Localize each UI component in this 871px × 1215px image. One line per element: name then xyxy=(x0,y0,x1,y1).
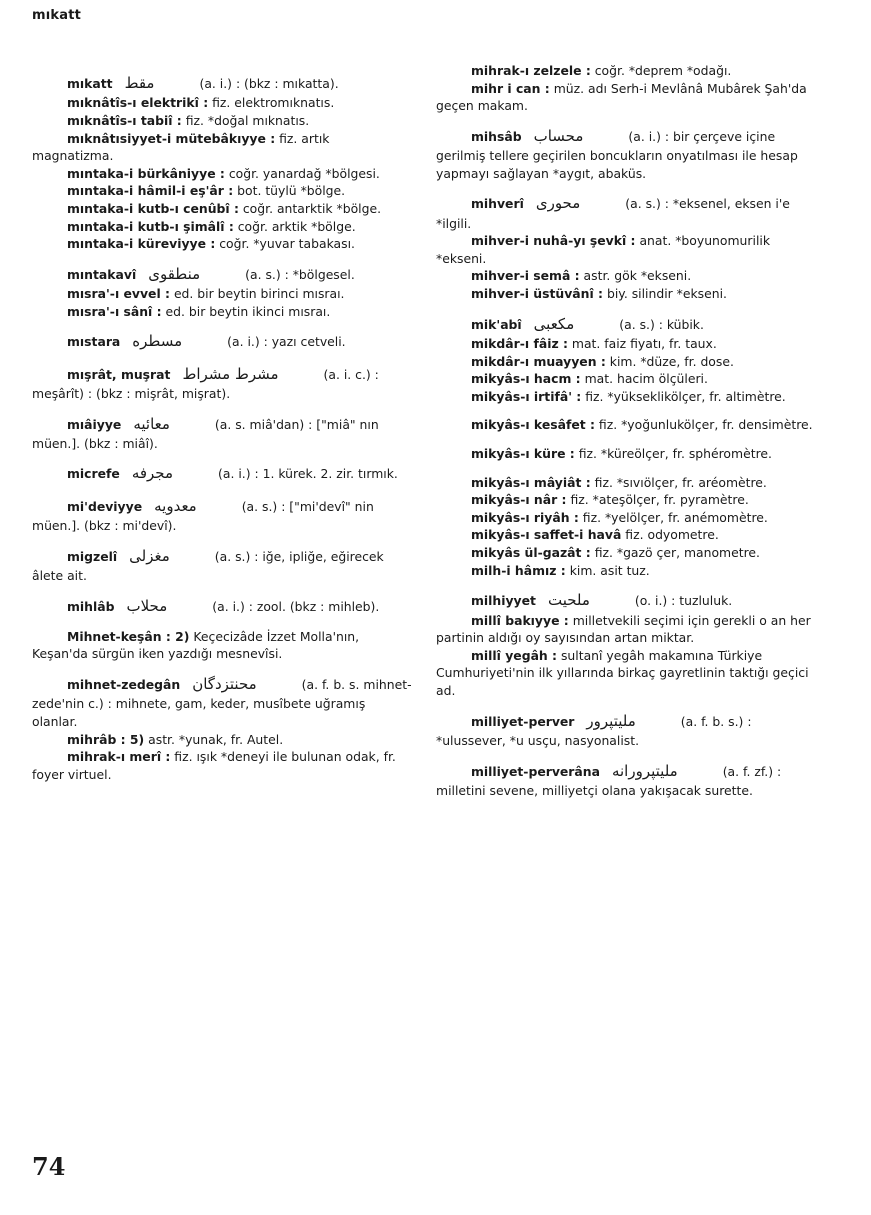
entry-definition: (a. f. zf.) : milletini sevene, milliyetçi olana yakışacak surette. xyxy=(436,763,782,798)
entry-headword: mihsâb xyxy=(471,128,522,144)
dictionary-entry xyxy=(32,94,412,112)
entry-headword: mıntaka-i kutb-ı cenûbî : xyxy=(67,200,239,216)
entry-definition: biy. silindir *ekseni. xyxy=(606,286,727,302)
entry-definition: fiz. *sıvıölçer, fr. aréomètre. xyxy=(594,474,767,490)
entry-definition: (a. s.) : *eksenel, eksen i'e *ilgili. xyxy=(436,196,790,231)
entry-definition: bot. tüylü *bölge. xyxy=(237,183,346,199)
dictionary-entry xyxy=(436,474,816,492)
entry-headword: mihver-i semâ : xyxy=(471,268,580,284)
entry-headword: mihr i can : xyxy=(471,80,550,96)
entry-headword: mikdâr-ı fâiz : xyxy=(471,335,568,351)
entry-definition: (a. s.) : kübik. xyxy=(619,316,704,332)
entry-headword: mıstara xyxy=(67,334,121,350)
dictionary-entry xyxy=(436,526,816,544)
entry-headword: mıkatt xyxy=(67,76,113,91)
entry-headword: milhiyyet xyxy=(471,593,536,609)
entry-definition: (a. s.) : *bölgesel. xyxy=(245,266,355,282)
dictionary-entry xyxy=(32,165,412,183)
dictionary-entry xyxy=(436,544,816,562)
entry-definition: fiz. *doğal mıknatıs. xyxy=(185,112,310,128)
entry-arabic-script: منطقوى xyxy=(148,264,201,283)
dictionary-entry xyxy=(436,491,816,509)
entry-arabic-script: محورى xyxy=(535,194,581,213)
entry-definition: (a. s. miâ'dan) : ["miâ" nın müen.]. (bkz : miâî). xyxy=(32,416,379,451)
dictionary-entry xyxy=(436,232,816,267)
entry-headword: mikyâs-ı irtifâ' : xyxy=(471,388,582,404)
entry-headword: micrefe xyxy=(67,466,120,482)
entry-headword: milh-i hâmız : xyxy=(471,562,566,578)
dictionary-entry xyxy=(32,731,412,749)
entry-definition: (a. f. b. s.) : *ulussever, *u usçu, nasyonalist. xyxy=(436,713,752,748)
dictionary-entry xyxy=(436,612,816,647)
dictionary-entry xyxy=(32,73,412,94)
entry-headword: mihrak-ı zelzele : xyxy=(471,63,591,78)
entry-headword: mikyâs-ı kesâfet : xyxy=(471,417,595,433)
entry-headword: migzelî xyxy=(67,548,118,564)
entry-definition: fiz. ışık *deneyi ile bulunan odak, fr. foyer virtuel. xyxy=(32,749,396,782)
entry-definition: (a. i.) : 1. kürek. 2. zir. tırmık. xyxy=(218,466,398,482)
entry-headword: mıknâtîs-ı elektrikî : xyxy=(67,95,209,111)
entry-headword: mısra'-ı evvel : xyxy=(67,286,170,302)
dictionary-entry xyxy=(32,596,412,617)
dictionary-entry xyxy=(436,711,816,750)
entry-definition: astr. *yunak, fr. Autel. xyxy=(148,731,284,747)
dictionary-entry xyxy=(436,509,816,527)
dictionary-entry xyxy=(436,126,816,183)
entry-definition: fiz. artık magnatizma. xyxy=(32,130,330,164)
entry-headword: mıknâtîs-ı tabiî : xyxy=(67,112,182,128)
entry-headword: mik'abî xyxy=(471,316,522,332)
entry-definition: fiz. *küreölçer, fr. sphéromètre. xyxy=(578,446,772,462)
entry-headword: mıntaka-i kutb-ı şimâlî : xyxy=(67,218,234,234)
entry-arabic-script: محلاب xyxy=(126,596,168,615)
entry-headword: mihnet-zedegân xyxy=(67,677,181,693)
dictionary-entry xyxy=(32,200,412,218)
entry-definition: (a. i.) : bir çerçeve içine gerilmiş tellere geçirilen boncukların onyatılması ile hesap yapmayı sağlayan *aygıt, abaküs. xyxy=(436,128,798,181)
dictionary-entry xyxy=(436,590,816,611)
entry-headword: mihlâb xyxy=(67,598,115,614)
entry-definition: fiz. odyometre. xyxy=(625,527,719,543)
dictionary-entry xyxy=(436,647,816,700)
entry-headword: mışrât, muşrat xyxy=(67,366,171,382)
entry-arabic-script: مشرط مشراط xyxy=(182,364,279,383)
entry-headword: mıknâtısiyyet-i mütebâkıyye : xyxy=(67,130,276,146)
entry-arabic-script: محنتزدگان xyxy=(192,675,257,694)
entry-arabic-script: مسطره xyxy=(132,332,183,351)
entry-definition: fiz. elektromıknatıs. xyxy=(212,95,335,111)
dictionary-entry xyxy=(436,80,816,115)
entry-headword: mıntakavî xyxy=(67,266,137,282)
entry-definition: sultanî yegâh makamına Türkiye Cumhuriyeti'nin ilk yıllarında birkaç gayretlinin taktığı geçici ad. xyxy=(436,647,809,699)
entry-headword: Mihnet-keşân : 2) xyxy=(67,628,190,644)
entry-headword: mihrak-ı merî : xyxy=(67,749,171,765)
entry-headword: mikdâr-ı muayyen : xyxy=(471,353,606,369)
entry-headword: mikyâs-ı hacm : xyxy=(471,371,581,387)
entry-definition: coğr. *yuvar tabakası. xyxy=(219,236,355,252)
entry-definition: ed. bir beytin ikinci mısraı. xyxy=(165,303,331,319)
dictionary-entry xyxy=(32,182,412,200)
entry-definition: (a. i.) : yazı cetveli. xyxy=(227,334,346,350)
entry-headword: milliyet-perverâna xyxy=(471,763,600,779)
dictionary-entry xyxy=(436,416,816,434)
entry-definition: coğr. arktik *bölge. xyxy=(237,218,356,234)
entry-arabic-script: ملحيت xyxy=(547,591,590,610)
entry-definition: (a. i.) : (bkz : mıkatta). xyxy=(199,76,339,91)
entry-headword: mıâiyye xyxy=(67,416,122,432)
entry-headword: mikyâs-ı saffet-i havâ xyxy=(471,527,622,543)
entry-headword: mikyâs-ı mâyiât : xyxy=(471,474,591,490)
dictionary-entry xyxy=(436,388,816,406)
dictionary-entry xyxy=(436,193,816,232)
entry-headword: mıntaka-i hâmil-i eş'âr : xyxy=(67,183,234,199)
entry-definition: milletvekili seçimi için gerekli o an her partinin aldığı oy sayısından artan miktar. xyxy=(436,612,811,646)
dictionary-entry xyxy=(32,130,412,165)
entry-headword: mısra'-ı sânî : xyxy=(67,303,162,319)
entry-definition: kim. *düze, fr. dose. xyxy=(609,353,734,369)
entry-definition: fiz. *gazö çer, manometre. xyxy=(594,545,760,561)
page-number: 74 xyxy=(32,1152,66,1181)
entry-headword: mikyâs-ı küre : xyxy=(471,446,575,462)
dictionary-entry xyxy=(436,335,816,353)
left-column xyxy=(32,62,412,783)
entry-definition: (a. s.) : ["mi'devî" nin müen.]. (bkz : mi'devî). xyxy=(32,498,374,533)
entry-headword: millî bakıyye : xyxy=(471,612,569,628)
entry-definition: mat. faiz fiyatı, fr. taux. xyxy=(571,335,717,351)
dictionary-entry xyxy=(32,331,412,352)
entry-headword: millî yegâh : xyxy=(471,647,558,663)
dictionary-entry xyxy=(436,267,816,285)
entry-headword: mi'deviyye xyxy=(67,498,143,514)
entry-arabic-script: مليتپرور xyxy=(586,711,636,730)
entry-definition: (o. i.) : tuzluluk. xyxy=(634,593,733,609)
entry-definition: (a. f. b. s. mihnet-zede'nin c.) : mihnete, gam, keder, musîbete uğramış olanlar. xyxy=(32,677,412,729)
entry-definition: mat. hacim ölçüleri. xyxy=(584,371,708,387)
entry-definition: Keçecizâde İzzet Molla'nın, Keşan'da sürgün iken yazdığı mesnevîsi. xyxy=(32,628,360,662)
dictionary-entry xyxy=(32,414,412,453)
entry-arabic-script: مليتپرورانه xyxy=(611,761,678,780)
dictionary-entry xyxy=(32,112,412,130)
dictionary-entry xyxy=(436,370,816,388)
dictionary-entry xyxy=(436,445,816,463)
entry-definition: kim. asit tuz. xyxy=(569,562,650,578)
entry-arabic-script: مقط xyxy=(124,74,155,92)
dictionary-entry xyxy=(32,218,412,236)
entry-arabic-script: محساب xyxy=(533,126,584,145)
entry-arabic-script: معائيه xyxy=(133,414,170,433)
dictionary-entry xyxy=(32,303,412,321)
entry-definition: ed. bir beytin birinci mısraı. xyxy=(173,286,345,302)
dictionary-entry xyxy=(436,314,816,335)
dictionary-entry xyxy=(436,761,816,800)
dictionary-entry xyxy=(32,364,412,403)
entry-definition: coğr. yanardağ *bölgesi. xyxy=(228,165,380,181)
entry-headword: mikyâs ül-gazât : xyxy=(471,545,591,561)
entry-arabic-script: مغزلى xyxy=(129,546,170,565)
dictionary-entry xyxy=(32,285,412,303)
entry-definition: (a. i.) : zool. (bkz : mihleb). xyxy=(212,598,380,614)
entry-headword: mikyâs-ı nâr : xyxy=(471,492,567,508)
dictionary-entry xyxy=(32,674,412,731)
dictionary-entry xyxy=(32,264,412,285)
entry-definition: anat. *boyunomurilik *ekseni. xyxy=(436,233,771,266)
entry-definition: fiz. *yelölçer, fr. anémomètre. xyxy=(582,509,768,525)
entry-arabic-script: مجرفه xyxy=(131,464,174,483)
dictionary-entry xyxy=(32,463,412,484)
entry-arabic-script: مكعبى xyxy=(533,314,575,333)
entry-definition: fiz. *yükseklikölçer, fr. altimètre. xyxy=(585,388,786,404)
entry-headword: milliyet-perver xyxy=(471,713,575,729)
right-column xyxy=(436,62,816,799)
entry-headword: mikyâs-ı riyâh : xyxy=(471,509,579,525)
entry-headword: mıntaka-i küreviyye : xyxy=(67,236,216,252)
dictionary-entry xyxy=(32,748,412,783)
entry-definition: coğr. *deprem *odağı. xyxy=(594,63,732,78)
dictionary-entry xyxy=(436,285,816,303)
entry-arabic-script: معدويه xyxy=(154,496,197,515)
dictionary-entry xyxy=(32,496,412,535)
dictionary-entry xyxy=(32,628,412,663)
entry-headword: mıntaka-i bürkâniyye : xyxy=(67,165,225,181)
entry-headword: mihrâb : 5) xyxy=(67,731,145,747)
entry-definition: fiz. *ateşölçer, fr. pyramètre. xyxy=(570,492,749,508)
entry-headword: mihver-i üstüvânî : xyxy=(471,286,603,302)
dictionary-entry xyxy=(32,546,412,585)
entry-definition: coğr. antarktik *bölge. xyxy=(242,200,382,216)
dictionary-entry xyxy=(436,62,816,80)
dictionary-entry xyxy=(436,562,816,580)
dictionary-entry xyxy=(32,235,412,253)
entry-definition: fiz. *yoğunlukölçer, fr. densimètre. xyxy=(598,417,813,433)
entry-definition: (a. s.) : iğe, ipliğe, eğirecek âlete ait. xyxy=(32,548,384,583)
entry-headword: mihver-i nuhâ-yı şevkî : xyxy=(471,233,636,249)
entry-definition: (a. i. c.) : meşârît) : (bkz : mişrât, mişrat). xyxy=(32,366,379,401)
entry-definition: müz. adı Serh-i Mevlânâ Mubârek Şah'da geçen makam. xyxy=(436,80,807,114)
dictionary-entry xyxy=(436,353,816,371)
running-head: mıkatt xyxy=(32,8,82,23)
entry-headword: mihverî xyxy=(471,196,524,212)
entry-definition: astr. gök *ekseni. xyxy=(583,268,692,284)
